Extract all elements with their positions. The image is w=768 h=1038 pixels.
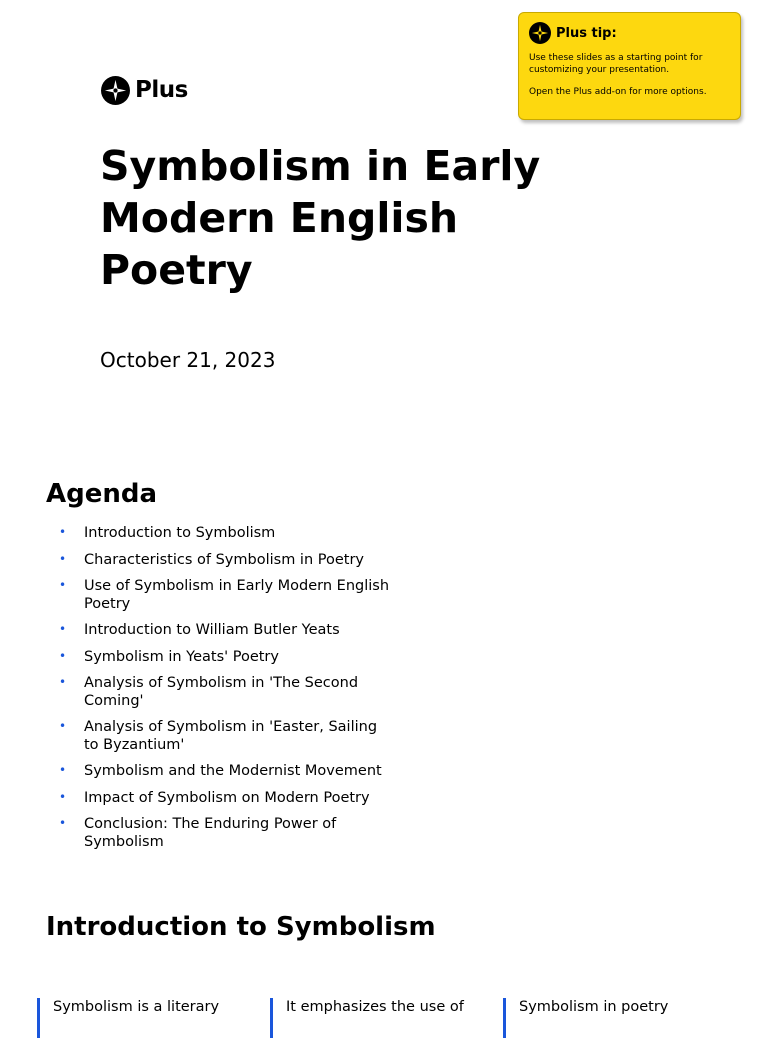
bullet-icon: • bbox=[59, 622, 67, 636]
tip-header bbox=[529, 22, 730, 44]
bullet-icon: • bbox=[59, 789, 67, 804]
agenda-list bbox=[59, 525, 394, 865]
agenda-slide bbox=[0, 452, 768, 870]
agenda-item bbox=[59, 551, 394, 570]
logo-text: Plus bbox=[135, 77, 188, 103]
agenda-item-text: Analysis of Symbolism in 'The Second Coming' bbox=[84, 675, 359, 709]
agenda-item bbox=[59, 578, 394, 613]
presentation-date: October 21, 2023 bbox=[100, 348, 276, 372]
bullet-icon: • bbox=[59, 763, 67, 777]
bullet-icon: • bbox=[59, 719, 67, 733]
agenda-item bbox=[59, 648, 394, 667]
agenda-item bbox=[59, 525, 394, 543]
agenda-item-text: Conclusion: The Enduring Power of Symbolism bbox=[84, 816, 337, 850]
agenda-item-text: Use of Symbolism in Early Modern English Poetry bbox=[84, 578, 390, 612]
agenda-item bbox=[59, 789, 394, 808]
bullet-icon: • bbox=[59, 648, 67, 663]
bullet-icon: • bbox=[59, 816, 67, 830]
bullet-icon: • bbox=[59, 578, 67, 592]
agenda-item bbox=[59, 622, 394, 640]
agenda-heading: Agenda bbox=[46, 479, 158, 509]
agenda-item-text: Symbolism and the Modernist Movement bbox=[84, 763, 382, 779]
agenda-item bbox=[59, 816, 394, 851]
bullet-icon: • bbox=[59, 675, 67, 689]
agenda-item-text: Analysis of Symbolism in 'Easter, Sailing to Byzantium' bbox=[84, 719, 378, 753]
intro-column-2: It emphasizes the use of bbox=[270, 998, 476, 1038]
agenda-item-text: Characteristics of Symbolism in Poetry bbox=[84, 551, 365, 568]
agenda-item bbox=[59, 675, 394, 710]
agenda-item-text: Introduction to William Butler Yeats bbox=[84, 622, 340, 638]
intro-slide bbox=[0, 890, 768, 1024]
tip-title: Plus tip: bbox=[556, 25, 617, 41]
bullet-icon: • bbox=[59, 525, 67, 539]
agenda-item bbox=[59, 763, 394, 781]
plus-logo bbox=[101, 75, 188, 105]
agenda-item-text: Introduction to Symbolism bbox=[84, 525, 276, 541]
intro-heading: Introduction to Symbolism bbox=[46, 912, 436, 942]
tip-text-2: Open the Plus add-on for more options. bbox=[529, 87, 707, 97]
intro-column-1: Symbolism is a literary bbox=[37, 998, 243, 1038]
plus-logo-icon bbox=[101, 76, 130, 105]
title-slide bbox=[0, 0, 768, 432]
bullet-icon: • bbox=[59, 551, 67, 566]
plus-tip-icon bbox=[529, 22, 551, 44]
agenda-item-text: Symbolism in Yeats' Poetry bbox=[84, 648, 279, 665]
intro-column-3: Symbolism in poetry bbox=[503, 998, 709, 1038]
agenda-item bbox=[59, 719, 394, 754]
agenda-item-text: Impact of Symbolism on Modern Poetry bbox=[84, 789, 370, 806]
tip-text-1: Use these slides as a starting point for customizing your presentation. bbox=[529, 53, 703, 75]
presentation-title: Symbolism in Early Modern English Poetry bbox=[100, 142, 541, 294]
plus-tip-card bbox=[518, 12, 741, 120]
